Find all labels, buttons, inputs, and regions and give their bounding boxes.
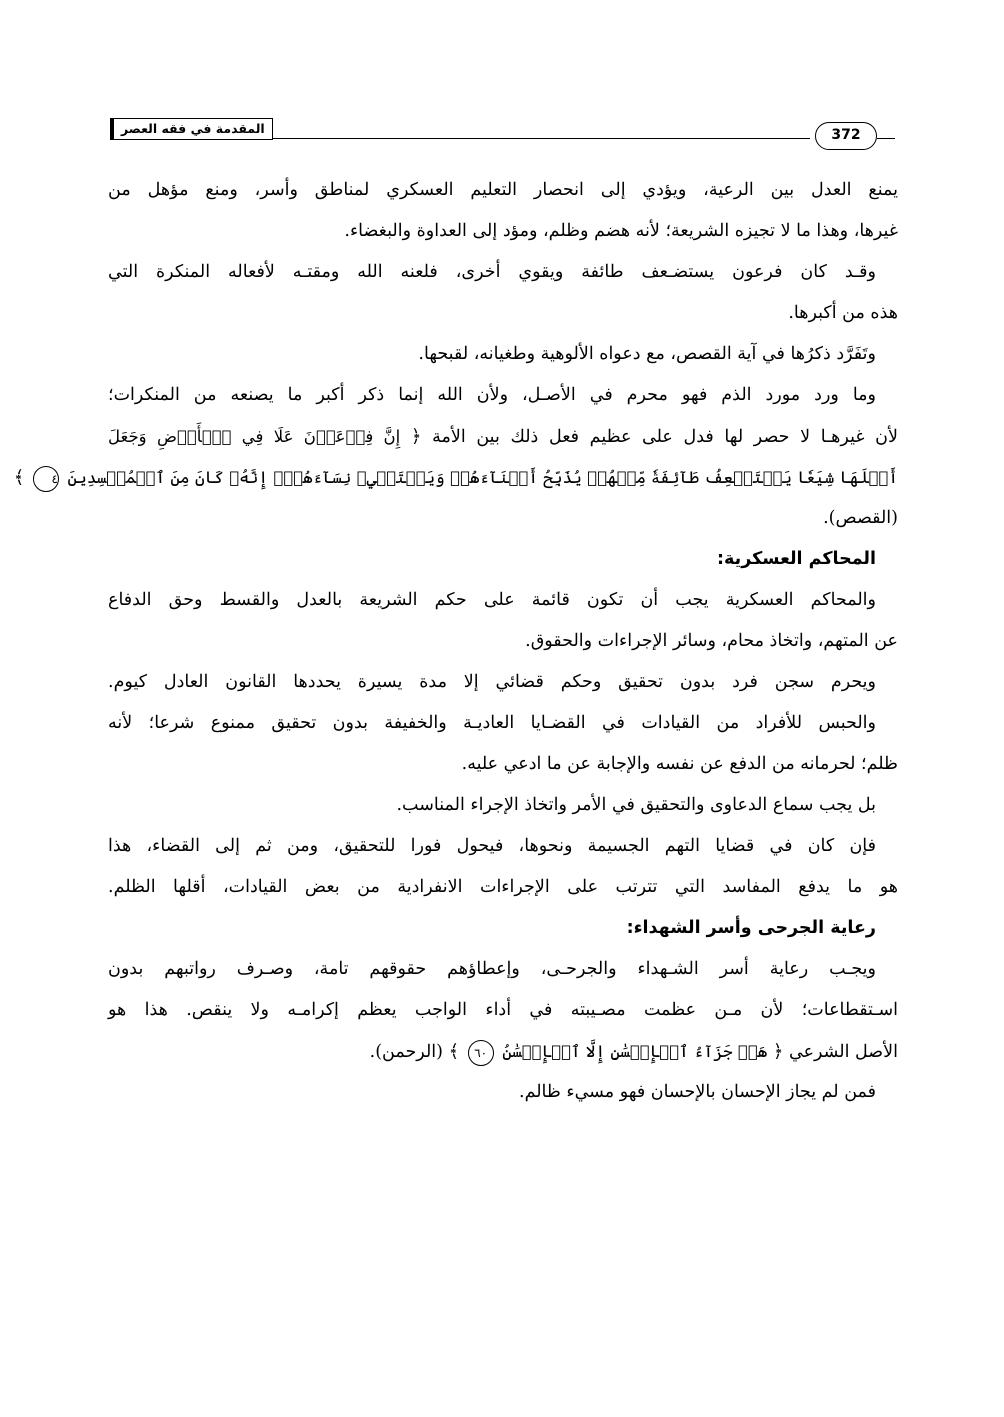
text-line: هو ما يدفع المفاسد التي تترتب على الإجراءات الانفرادية من بعض القيادات، أقلها الظلم.	[108, 877, 898, 897]
page-body	[13, 170, 898, 1113]
text-line: والحبس للأفراد من القيادات في القضـايا العاديـة والخفيفة بدون تحقيق ممنوع شرعا؛ لأنه	[108, 713, 876, 733]
quran-close-bracket: ﴾	[448, 1041, 460, 1062]
text-segment: لأن غيرهـا لا حصر لها فدل على عظيم فعل ذلك بين الأمة	[432, 427, 898, 447]
text-line: يمنع العدل بين الرعية، ويؤدي إلى انحصار التعليم العسكري لمناطق وأسر، ومنع مؤهل من	[108, 180, 898, 200]
text-line: هذه من أكبرها.	[788, 303, 898, 323]
text-segment: الأصل الشرعي	[788, 1042, 898, 1062]
quran-verse: هَلۡ جَزَآءُ ٱلۡإِحۡسَٰنِ إِلَّا ٱلۡإِحۡسَٰنُ	[502, 1042, 768, 1061]
text-line: غيرها، وهذا ما لا تجيزه الشريعة؛ لأنه هضم وظلم، ومؤد إلى العداوة والبغضاء.	[344, 221, 898, 241]
text-line: اسـتقطاعات؛ لأن مـن عظمت مصـيبته في أداء الواجب يعظم إكرامـه ولا ينقص. هذا هو	[108, 1000, 898, 1020]
ayah-number-marker: ٦٠	[468, 1040, 494, 1066]
quran-open-bracket: ﴿	[410, 426, 422, 447]
text-line	[108, 1031, 898, 1072]
text-line	[13, 457, 898, 498]
ayah-number-marker: ٤	[33, 466, 59, 492]
text-segment: (الرحمن).	[369, 1042, 443, 1062]
text-line: وما ورد مورد الذم فهو محرم في الأصـل، ولأن الله إنما ذكر أكبر ما يصنعه من المنكرات؛	[108, 385, 876, 405]
book-title: المقدمة في فقه العصر	[110, 118, 273, 140]
text-line: وقـد كان فرعون يستضـعف طائفة ويقوي أخرى، فلعنه الله ومقتـه لأفعاله المنكرة التي	[108, 262, 876, 282]
text-line: فإن كان في قضايا التهم الجسيمة ونحوها، فيحول فورا للتحقيق، ومن ثم إلى القضاء، هذا	[108, 836, 876, 856]
header-rule	[272, 138, 810, 139]
text-line: (القصص).	[823, 508, 898, 528]
text-line: ظلم؛ لحرمانه من الدفع عن نفسه والإجابة عن ما ادعي عليه.	[461, 754, 898, 774]
page-number: 372	[815, 122, 877, 150]
text-line: والمحاكم العسكرية يجب أن تكون قائمة على حكم الشريعة بالعدل والقسط وحق الدفاع	[108, 590, 876, 610]
text-line: ويجـب رعاية أسر الشـهداء والجرحـى، وإعطاؤهم حقوقهم تامة، وصـرف رواتبهم بدون	[108, 959, 876, 979]
text-line	[108, 416, 898, 457]
header-rule-right	[877, 138, 895, 139]
section-heading: رعاية الجرحى وأسر الشهداء:	[626, 918, 876, 938]
page-header	[110, 118, 895, 150]
quran-open-bracket: ﴿	[772, 1041, 784, 1062]
text-line: وتَفَرَّد ذكرُها في آية القصص، مع دعواه الألوهية وطغيانه، لقبحها.	[418, 344, 876, 364]
quran-close-bracket: ﴾	[13, 467, 25, 488]
quran-verse: إِنَّ فِرۡعَوۡنَ عَلَا فِي ٱلۡأَرۡضِ وَجَعَلَ	[108, 427, 401, 446]
section-heading: المحاكم العسكرية:	[717, 549, 876, 569]
text-line: بل يجب سماع الدعاوى والتحقيق في الأمر واتخاذ الإجراء المناسب.	[396, 795, 876, 815]
text-line: عن المتهم، واتخاذ محام، وسائر الإجراءات والحقوق.	[525, 631, 898, 651]
quran-verse: أَهۡلَهَا شِيَعٗا يَسۡتَضۡعِفُ طَآئِفَةٗ مِّنۡهُمۡ يُذَبِّحُ أَبۡنَآءَهُمۡ وَيَسۡتَحۡيِۦ نِسَآءَهُمۡۚ إِنَّهُۥ كَانَ مِنَ ٱلۡمُفۡسِدِينَ	[67, 468, 898, 487]
text-line: ويحرم سجن فرد بدون تحقيق وحكم قضائي إلا مدة يسيرة يحددها القانون العادل كيوم.	[108, 672, 876, 692]
text-line: فمن لم يجاز الإحسان بالإحسان فهو مسيء ظالم.	[519, 1082, 876, 1102]
